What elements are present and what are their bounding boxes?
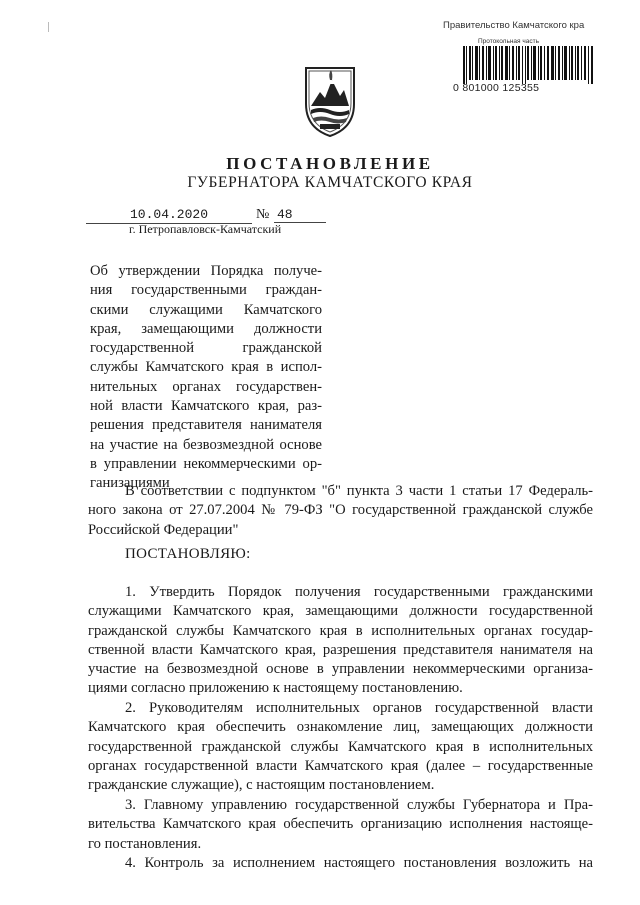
paragraph-line: вительства Камчатского края обеспечить организацию исполнения настояще- <box>88 816 593 833</box>
decree-word: ПОСТАНОВЛЯЮ: <box>125 546 251 562</box>
subject-line: службы Камчатского края в испол- <box>90 359 322 376</box>
subject-line: государственной гражданской <box>90 340 322 357</box>
kamchatka-coat-of-arms-emblem <box>302 62 358 138</box>
subject-line: Об утверждении Порядка получе- <box>90 263 322 279</box>
paragraph-line: циями согласно приложению к настоящему постановлению. <box>88 680 463 697</box>
subject-line: края, замещающими должности <box>90 320 322 337</box>
paragraph-line: 1. Утвердить Порядок получения государственными гражданскими <box>125 584 593 600</box>
paragraph-line: Российской Федерации" <box>88 521 239 538</box>
paragraph-line: государственной гражданской службы Камчатского края в исполнительных <box>88 738 593 755</box>
stamp-subtitle: Протокольная часть <box>478 38 539 45</box>
subject-line: нительных органах государствен- <box>90 378 322 395</box>
subject-line: ной власти Камчатского края, раз- <box>90 398 322 415</box>
document-date: 10.04.2020 <box>86 207 252 224</box>
subject-line: в управлении некоммерческими ор- <box>90 455 322 472</box>
item-4-paragraph <box>88 854 593 873</box>
stamp-organization: Правительство Камчатского кра <box>443 20 585 31</box>
paragraph-line: ного закона от 27.07.2004 № 79-ФЗ "О государственной гражданской службе <box>88 502 593 519</box>
paragraph-line: 3. Главному управлению государственной службы Губернатора и Пра- <box>125 797 593 813</box>
paragraph-line: гражданской службы Камчатского края в исполнительных органах государ- <box>88 622 593 639</box>
paragraph-line: 2. Руководителям исполнительных органов государственной власти <box>125 700 593 716</box>
subject-line: ния государственными граждан- <box>90 282 322 299</box>
paragraph-line: ственной власти Камчатского края, разрешения представителя нанимателя на <box>88 641 593 658</box>
barcode-image <box>463 46 593 84</box>
paragraph-line: участие на безвозмездной основе в управлении некоммерческими организа- <box>88 661 593 678</box>
number-label: № <box>256 207 270 222</box>
document-subtitle: ГУБЕРНАТОРА КАМЧАТСКОГО КРАЯ <box>187 174 473 191</box>
paragraph-line: го постановления. <box>88 835 202 852</box>
barcode-number: 0 801000 125355 <box>453 82 540 94</box>
item-3-paragraph <box>88 796 593 854</box>
paragraph-line: служащими Камчатского края, замещающими должности государственной <box>88 603 593 620</box>
paragraph-line: гражданские служащие), с настоящим постановлением. <box>88 777 435 794</box>
paragraph-line: органах государственной власти Камчатского края (далее – государственные <box>88 757 593 774</box>
subject-line: ганизациями <box>90 475 170 492</box>
subject-line: на участие на безвозмездной основе <box>90 436 322 453</box>
item-2-paragraph <box>88 699 593 795</box>
margin-mark <box>48 22 49 32</box>
document-number: 48 <box>274 207 326 223</box>
paragraph-line: 4. Контроль за исполнением настоящего постановления возложить на <box>125 855 593 871</box>
subject-line: скими служащими Камчатского <box>90 301 322 318</box>
document-subject <box>90 262 322 494</box>
paragraph-line: Камчатского края обеспечить ознакомление лиц, замещающих должности <box>88 719 593 736</box>
document-city: г. Петропавловск-Камчатский <box>129 222 282 236</box>
paragraph-line: В соответствии с подпунктом "б" пункта 3 части 1 статьи 17 Федераль- <box>125 483 593 499</box>
subject-line: решения представителя нанимателя <box>90 417 322 434</box>
preamble-paragraph <box>88 482 593 540</box>
item-1-paragraph <box>88 583 593 699</box>
document-title: ПОСТАНОВЛЕНИЕ <box>226 154 434 173</box>
